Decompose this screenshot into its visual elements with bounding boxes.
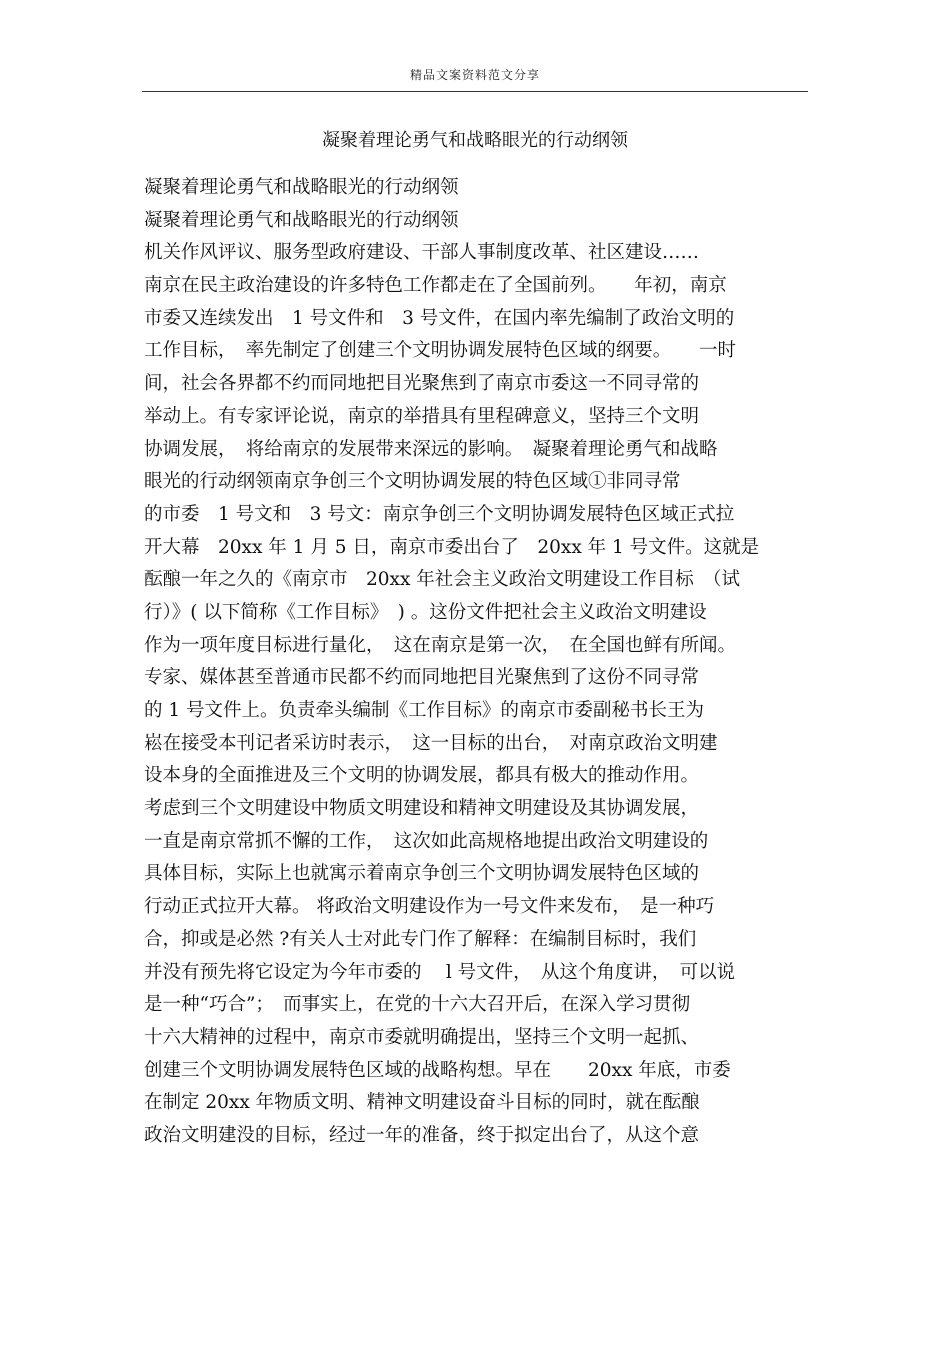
body-line: 行动正式拉开大幕。 将政治文明建设作为一号文件来发布， 是一种巧 [144,896,715,918]
body-line: 合，抑或是必然 ?有关人士对此专门作了解释：在编制目标时，我们 [144,928,697,950]
body-line: 举动上。有专家评论说，南京的举措具有里程碑意义，坚持三个文明 [144,405,700,427]
body-line: 设本身的全面推进及三个文明的协调发展，都具有极大的推动作用。 [144,765,700,787]
body-line: 行）》( 以下简称《工作目标》 ) 。这份文件把社会主义政治文明建设 [144,601,707,623]
body-line: 作为一项年度目标进行量化， 这在南京是第一次， 在全国也鲜有所闻。 [144,634,737,656]
body-line: 市委又连续发出 1 号文件和 3 号文件，在国内率先编制了政治文明的 [144,307,735,329]
document-body [144,172,808,1153]
body-line: 考虑到三个文明建设中物质文明建设和精神文明建设及其协调发展， [144,798,700,820]
body-line: 在制定 20xx 年物质文明、精神文明建设奋斗目标的同时，就在酝酿 [144,1092,700,1114]
body-line: 凝聚着理论勇气和战略眼光的行动纲领 [144,209,459,231]
body-line: 的市委 1 号文和 3 号文：南京争创三个文明协调发展特色区域正式拉 [144,503,735,525]
body-line: 间，社会各界都不约而同地把目光聚焦到了南京市委这一不同寻常的 [144,373,700,395]
body-line: 一直是南京常抓不懈的工作， 这次如此高规格地提出政治文明建设的 [144,830,709,852]
body-line: 协调发展， 将给南京的发展带来深远的影响。 凝聚着理论勇气和战略 [144,438,718,460]
body-line: 酝酿一年之久的《南京市 20xx 年社会主义政治文明建设工作目标 （试 [144,569,741,591]
body-line: 并没有预先将它设定为今年市委的 l 号文件， 从这个角度讲， 可以说 [144,961,736,983]
body-line: 的 1 号文件上。负责牵头编制《工作目标》的南京市委副秘书长王为 [144,700,705,721]
document-title: 凝聚着理论勇气和战略眼光的行动纲领 [322,130,628,151]
body-line: 创建三个文明协调发展特色区域的战略构想。早在 20xx 年底，市委 [144,1059,731,1081]
body-line: 是一种“巧合”； 而事实上，在党的十六大召开后，在深入学习贯彻 [144,994,691,1016]
page-header: 精品文案资料范文分享 [409,68,540,82]
body-line: 专家、媒体甚至普通市民都不约而同地把目光聚焦到了这份不同寻常 [144,667,700,689]
body-line: 眼光的行动纲领南京争创三个文明协调发展的特色区域①非同寻常 [144,471,681,493]
body-line: 工作目标， 率先制定了创建三个文明协调发展特色区域的纲要。 一时 [144,340,737,362]
body-line: 政治文明建没的目标，经过一年的准备，终于拟定出台了，从这个意 [144,1124,700,1146]
body-line: 南京在民主政治建设的许多特色工作都走在了全国前列。 年初，南京 [144,275,727,297]
body-line: 凝聚着理论勇气和战略眼光的行动纲领 [144,177,459,198]
header-divider [142,91,808,92]
body-line: 机关作风评议、服务型政府建设、干部人事制度改革、社区建设…… [144,242,700,264]
body-line: 十六大精神的过程中，南京市委就明确提出，坚持三个文明一起抓、 [144,1026,700,1048]
body-line: 开大幕 20xx 年 1 月 5 日，南京市委出台了 20xx 年 1 号文件。这就是 [144,536,760,558]
body-line: 具体目标，实际上也就寓示着南京争创三个文明协调发展特色区域的 [144,863,700,885]
body-line: 崧在接受本刊记者采访时表示， 这一目标的出台， 对南京政治文明建 [144,732,718,754]
